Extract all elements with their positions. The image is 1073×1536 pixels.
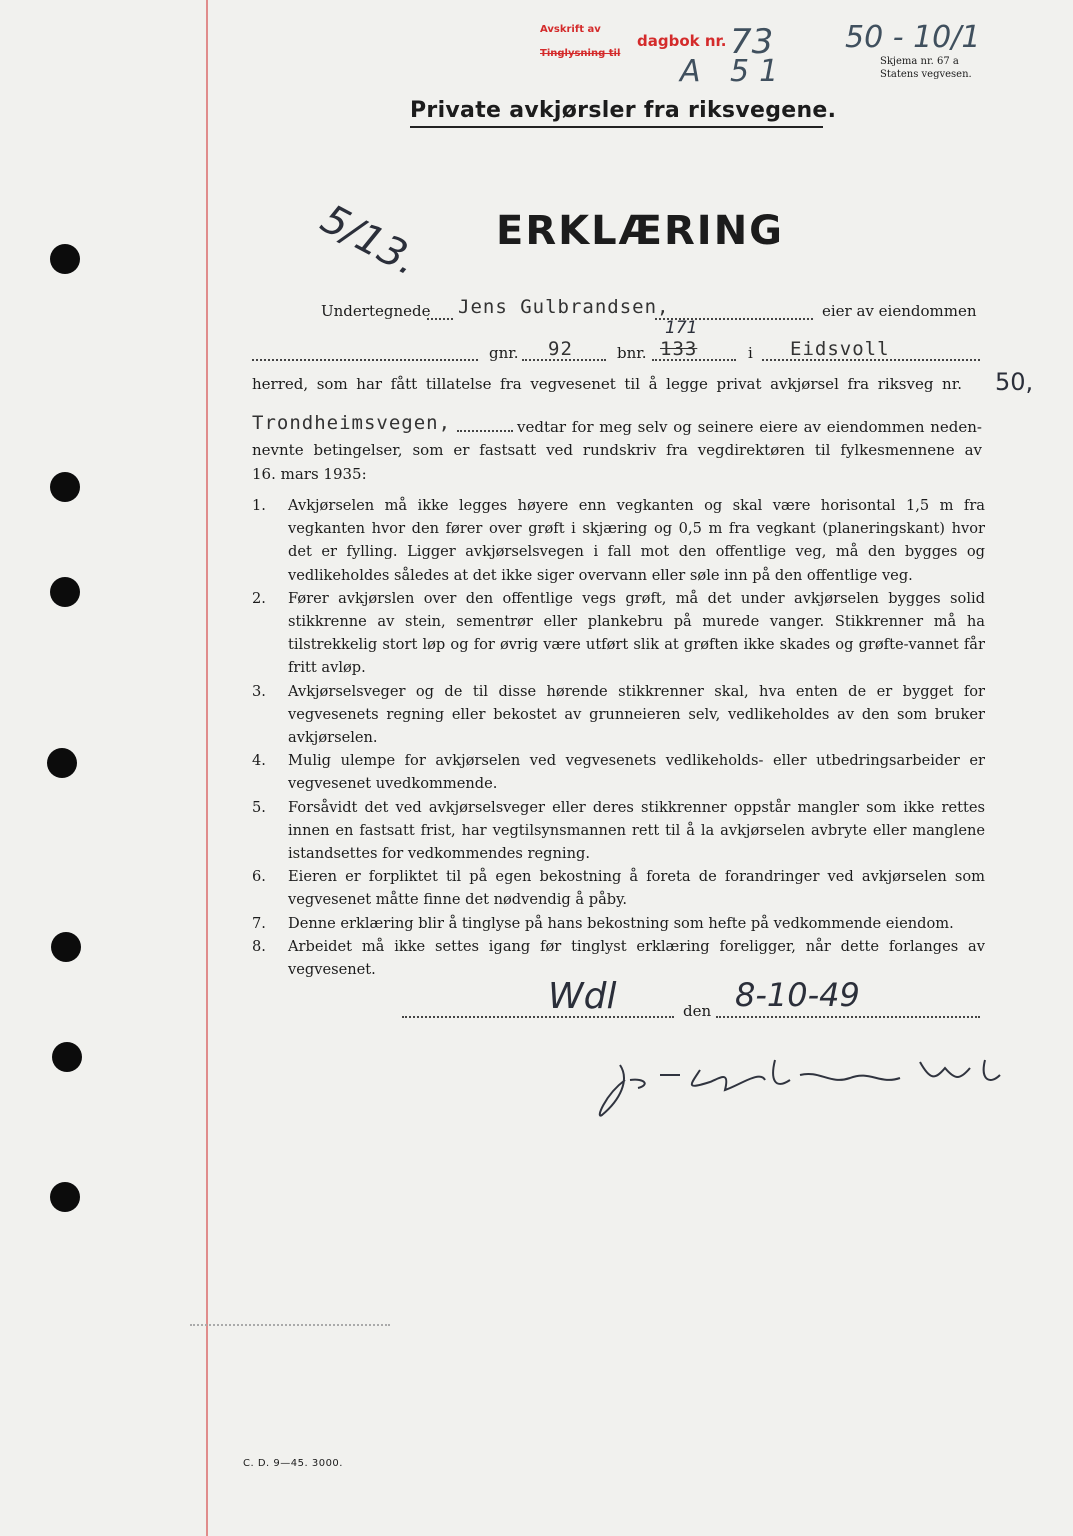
rule-text: Eieren er forpliktet til på egen bekostning å foreta de forandringer ved avkjørselen som vegvesenet måtte finne det nødvendig å påby.	[288, 868, 985, 909]
signature-text	[620, 1046, 631, 1047]
rule-item	[252, 912, 985, 935]
stamp-number-main: 73	[730, 22, 774, 62]
stamp-middle-label: dagbok nr.	[637, 32, 727, 50]
fill-line	[252, 359, 478, 361]
rule-text: Avkjørselsveger og de til disse hørende stikkrenner skal, hva enten de er bygget for vegvesenets regning eller bekostet av grunneieren selv, vedlikeholdes av den som bruker avkjørselen.	[288, 682, 985, 747]
rule-number: 3.	[252, 682, 266, 700]
punch-hole	[50, 244, 80, 274]
municipality: Eidsvoll	[790, 338, 890, 360]
rule-item	[252, 749, 985, 795]
conditions-line: nevnte betingelser, som er fastsatt ved rundskriv fra vegdirektøren til fylkesmennene av	[252, 441, 982, 459]
fill-line	[716, 1016, 980, 1018]
rule-text: Denne erklæring blir å tinglyse på hans bekostning som hefte på vedkommende eiendom.	[288, 914, 954, 932]
punch-hole	[50, 1182, 80, 1212]
rule-number: 2.	[252, 589, 266, 607]
undersigned-label: Undertegnede	[321, 302, 431, 320]
punch-hole	[51, 932, 81, 962]
document-subtitle: Private avkjørsler fra riksvegene.	[410, 98, 837, 123]
rule-number: 1.	[252, 497, 266, 514]
rule-text: Fører avkjørslen over den offentlige vegs grøft, må det under avkjørselen bygges solid stikkrenne av stein, sementrør eller plankebru på murede vanger. Stikkrenner må ha tilstrekkelig stort løp og for øvrig være utført slik at grøften ikke skades og grøfte-vannet får fritt avløp.	[288, 589, 985, 677]
rule-number: 7.	[252, 914, 266, 932]
stamp-number-sub: A 51	[680, 54, 789, 89]
fill-line	[427, 318, 453, 320]
fill-line	[402, 1016, 674, 1018]
rule-item	[252, 680, 985, 750]
rule-item	[252, 865, 985, 911]
den-label: den	[683, 1002, 712, 1020]
subtitle-underline	[410, 126, 823, 128]
punch-hole	[50, 577, 80, 607]
rules-list	[252, 494, 985, 981]
punch-hole	[50, 472, 80, 502]
in-label: i	[748, 344, 753, 362]
rule-number: 8.	[252, 937, 266, 955]
road-name: Trondheimsvegen,	[252, 412, 452, 434]
bnr-label: bnr.	[617, 344, 647, 362]
rule-item	[252, 587, 985, 680]
document-title: ERKLÆRING	[496, 208, 784, 254]
stamp-bottom-label: Tinglysning til	[540, 48, 621, 59]
rule-item	[252, 796, 985, 866]
declarant-name: Jens Gulbrandsen,	[458, 296, 670, 318]
form-issuer: Statens vegvesen.	[880, 69, 972, 80]
rule-number: 6.	[252, 868, 266, 886]
herred-line: herred, som har fått tillatelse fra vegvesenet til å legge privat avkjørsel fra riksveg nr.	[252, 375, 962, 393]
rule-item	[252, 935, 985, 981]
journal-note: 5/13.	[313, 196, 426, 285]
gnr-value: 92	[548, 338, 573, 360]
bnr-struck-value: 133	[660, 338, 698, 360]
print-footer: C. D. 9—45. 3000.	[243, 1458, 343, 1469]
rule-text: Forsåvidt det ved avkjørselsveger eller deres stikkrenner oppstår mangler som ikke rettes innen en fastsatt frist, har vegtilsynsmannen rett til å la avkjørselen avbryte eller manglene istandsettes for vedkommendes regning.	[288, 798, 985, 863]
red-margin-line	[206, 0, 208, 1536]
rule-number: 4.	[252, 752, 266, 770]
gnr-label: gnr.	[489, 344, 519, 362]
owner-label: eier av eiendommen	[822, 302, 977, 320]
form-number: Skjema nr. 67 a	[880, 56, 959, 67]
stamp-top-label: Avskrift av	[540, 24, 601, 35]
vedtar-line: vedtar for meg selv og seinere eiere av eiendommen neden-	[517, 418, 982, 436]
rule-text: Avkjørselen må ikke legges høyere enn vegkanten og skal være horisontal 1,5 m fra vegkanten hvor den fører over grøft i skjæring og 0,5 m fra vegkant (planeringskant) hvor det er fylling. Ligger avkjørselsvegen i fall mot den offentlige veg, må den bygges og vedlikeholdes således at det ikke siger overvann eller søle inn på den offentlige veg.	[288, 497, 985, 584]
punch-hole	[47, 748, 77, 778]
rule-text: Arbeidet må ikke settes igang før tinglyst erklæring foreligger, når dette forlanges av vegvesenet.	[288, 937, 985, 979]
faint-dotted-line	[190, 1324, 390, 1326]
date-line: 16. mars 1935:	[252, 465, 367, 483]
reference-number: 50 - 10/1	[845, 20, 981, 55]
road-number: 50,	[995, 368, 1034, 396]
bnr-corrected-value: 171	[665, 318, 698, 338]
rule-number: 5.	[252, 798, 266, 816]
signing-place: Wdl	[548, 976, 617, 1017]
rule-item	[252, 494, 985, 587]
punch-hole	[52, 1042, 82, 1072]
signature-scribble	[590, 1050, 1020, 1130]
rule-text: Mulig ulempe for avkjørselen ved vegvesenets vedlikeholds- eller utbedringsarbeider er vegvesenet uvedkommende.	[288, 752, 985, 793]
signing-date: 8-10-49	[735, 976, 860, 1014]
fill-line	[457, 430, 513, 432]
